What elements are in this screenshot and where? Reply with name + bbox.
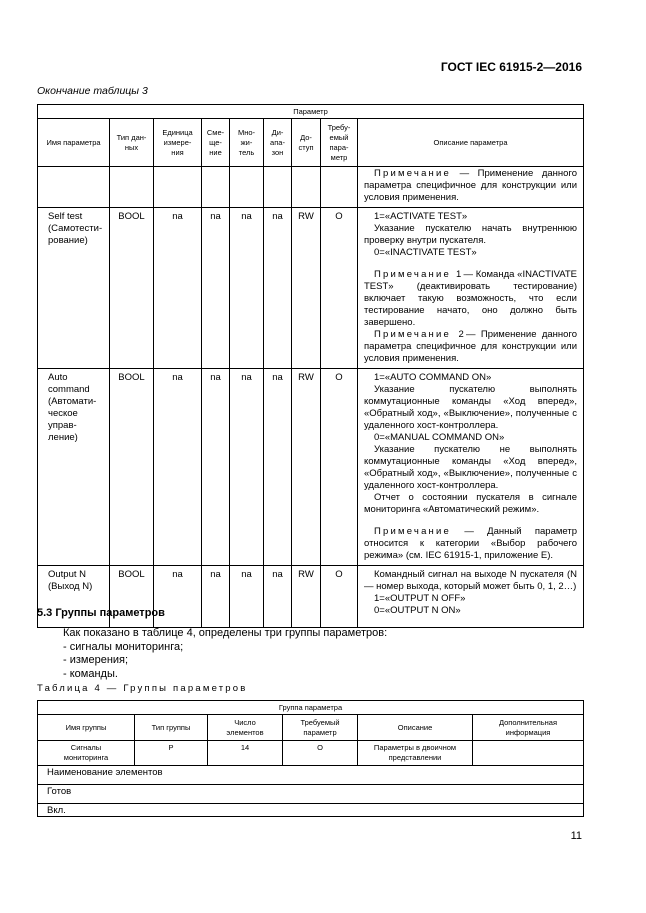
col-header-access: До- ступ: [292, 119, 321, 167]
table-row: Сигналы мониторинга P 14 O Параметры в двоичном представлении: [38, 741, 584, 766]
col-header-type: Тип дан- ных: [110, 119, 154, 167]
table-3: [37, 104, 584, 628]
note-label: Примечание 1: [374, 269, 464, 280]
col-header-name: Имя параметра: [38, 119, 110, 167]
param-description: 1=«AUTO COMMAND ON» Указание пускателю выполнять коммутационные команды «Ход вперед», «Обратный ход», «Выключение», полученные с удаленного хост-контроллера. 0=«MANUAL COMMAND ON» Указание пускателю не выполнять коммутационные команды «Ход вперед», «Обратный ход», «Выключение», полученные с удаленного хост-контроллера. Отчет о состоянии пускателя в сигнале мониторинга «Автоматический режим». Примечание — Данный параметр относится к категории «Выбор рабочего режима» (см. IEC 61915-1, приложение E).: [358, 369, 584, 566]
table-row: Output N (Выход N) BOOL na na na na RW O Командный сигнал на выходе N пускателя (N — номер выхода, который может быть 0, 1, 2…) 1=«OUTPUT N OFF» 0=«OUTPUT N ON»: [38, 566, 584, 628]
note-label: Примечание: [374, 168, 451, 179]
table-row: Self test (Самотести- рование) BOOL na na na na RW O 1=«ACTIVATE TEST» Указание пускателю начать внутреннюю проверку внутри пускателя. 0=«INACTIVATE TEST» Примечание 1— Команда «INACTIVATE TEST» (деактивировать тестирование) включает такую возможность, что если тестирование начато, оно должно быть завершено. Примечание 2— Применение данного параметра специфичное для конструкции или условия применения.: [38, 208, 584, 369]
param-name: Self test (Самотести- рование): [38, 208, 110, 369]
section-intro: Как показано в таблице 4, определены три группы параметров: - сигналы мониторинга; - измерения; - команды.: [63, 627, 388, 680]
continued-note: Примечание — Применение данного параметра специфичное для конструкции или условия применения.: [358, 167, 584, 208]
param-description: 1=«ACTIVATE TEST» Указание пускателю начать внутреннюю проверку внутри пускателя. 0=«INACTIVATE TEST» Примечание 1— Команда «INACTIVATE TEST» (деактивировать тестирование) включает такую возможность, что если тестирование начато, оно должно быть завершено. Примечание 2— Применение данного параметра специфичное для конструкции или условия применения.: [358, 208, 584, 369]
col-header-multiplier: Мно- жи- тель: [230, 119, 264, 167]
list-item: - сигналы мониторинга;: [63, 640, 184, 653]
col-header-unit: Единица измере- ния: [154, 119, 202, 167]
table3-column-headers: [38, 119, 584, 167]
col-header-offset: Сме- ще- ние: [202, 119, 230, 167]
table4-group-header: Группа параметра: [38, 701, 584, 715]
table-row: Наименование элементов: [38, 766, 584, 785]
table-row: Готов: [38, 785, 584, 804]
table4-column-headers: Имя группы Тип группы Число элементов Требуемый параметр Описание Дополнительная информация: [38, 715, 584, 741]
table3-group-header: Параметр: [38, 105, 584, 119]
col-header-range: Ди- апа- зон: [264, 119, 292, 167]
table3-caption: Окончание таблицы 3: [37, 85, 148, 97]
col-header-required: Требу- емый пара- метр: [321, 119, 358, 167]
table-row: [38, 167, 584, 208]
document-header: ГОСТ IEC 61915-2—2016: [440, 60, 582, 74]
col-header-description: Описание параметра: [358, 119, 584, 167]
table-row: Вкл.: [38, 804, 584, 817]
note-label: Примечание 2: [374, 329, 467, 340]
list-item: - команды.: [63, 667, 118, 680]
table-4: [37, 700, 584, 817]
table4-caption: Таблица 4 — Группы параметров: [37, 683, 248, 694]
param-description: Командный сигнал на выходе N пускателя (N — номер выхода, который может быть 0, 1, 2…) 1=«OUTPUT N OFF» 0=«OUTPUT N ON»: [358, 566, 584, 628]
note-label: Примечание: [374, 526, 451, 537]
page-number: 11: [570, 830, 582, 842]
section-title: 5.3 Группы параметров: [37, 607, 165, 619]
table-row: Auto command (Автомати- ческое управ- ление) BOOL na na na na RW O 1=«AUTO COMMAND ON» Указание пускателю выполнять коммутационные команды «Ход вперед», «Обратный ход», «Выключение», полученные с удаленного хост-контроллера. 0=«MANUAL COMMAND ON» Указание пускателю не выполнять коммутационные команды «Ход вперед», «Обратный ход», «Выключение», полученные с удаленного хост-контроллера. Отчет о состоянии пускателя в сигнале мониторинга «Автоматический режим». Примечание — Данный параметр относится к категории «Выбор рабочего режима» (см. IEC 61915-1, приложение E).: [38, 369, 584, 566]
param-name: Auto command (Автомати- ческое управ- ление): [38, 369, 110, 566]
list-item: - измерения;: [63, 654, 129, 666]
param-name: Output N (Выход N): [38, 566, 110, 628]
